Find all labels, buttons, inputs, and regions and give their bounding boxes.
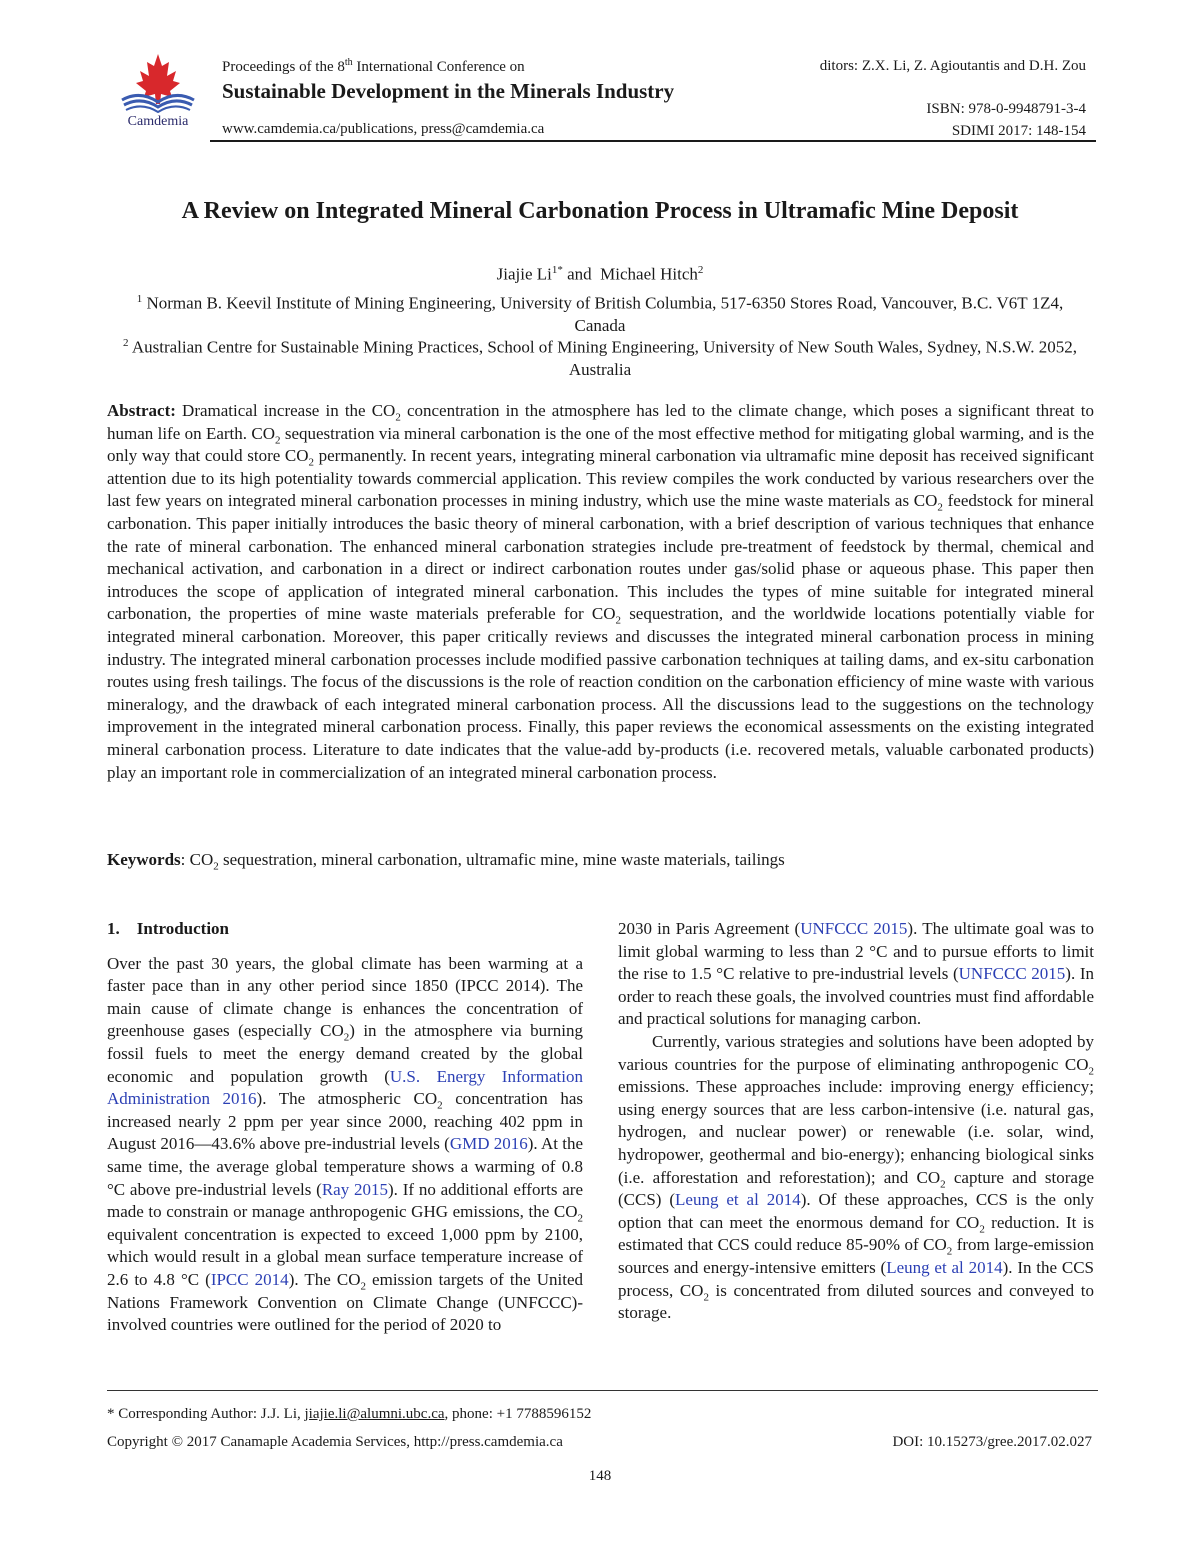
body-text: equivalent concentration is expected to exceed 1,000 ppm by 2100, which would result in a global mean surface temperature increase of 2.6 to 4.8 °C ( — [107, 1224, 583, 1289]
corresponding-author — [107, 1406, 591, 1423]
subscript: 2 — [703, 1290, 709, 1303]
logo-text: Camdemia — [127, 114, 189, 129]
affiliation-2-text: Australian Centre for Sustainable Mining Practices, School of Mining Engineering, University of New South Wales, Sydney, N.S.W. 2052, Australia — [128, 337, 1077, 379]
body-text: Over the past 30 years, the global climate has been warming at a faster pace than in any other period since 1850 (IPCC 2014). The main cause of climate change is enhances the concentration of greenhouse gases (especially CO — [107, 953, 583, 1041]
affiliation-2 — [120, 332, 1080, 381]
body-text: capture and storage (CCS) ( — [618, 1167, 1094, 1210]
author-2: Michael Hitch — [600, 264, 698, 284]
keywords-label: Keywords — [107, 850, 181, 869]
affiliation-2-sup: 2 — [123, 337, 129, 349]
affiliation-1-text: Norman B. Keevil Institute of Mining Engineering, University of British Columbia, 517-6350 Stores Road, Vancouver, B.C. V6T 1Z4, Canada — [142, 293, 1064, 335]
author-2-sup: 2 — [697, 264, 704, 276]
citation-link[interactable]: U.S. Energy Information Administration 2016 — [107, 1066, 583, 1109]
isbn: ISBN: 978-0-9948791-3-4 — [926, 101, 1086, 117]
abstract-text: concentration in the atmosphere has led to the climate change, which poses a significant threat to human life on Earth. CO — [107, 401, 1094, 443]
body-text: ). In the CCS process, CO — [618, 1257, 1094, 1300]
citation-link[interactable]: UNFCCC 2015 — [958, 964, 1066, 984]
subscript: 2 — [360, 1280, 366, 1293]
subscript: 2 — [937, 501, 943, 514]
maple-leaf-book-icon — [112, 50, 204, 116]
abstract-text: sequestration, and the worldwide locations potentially viable for integrated mineral carbonation. Moreover, this paper critically reviews and discusses the integrated mineral carbonation process in mining industry. The integrated mineral carbonation processes include modified passive carbonation techniques at tailing dams, and ex-situ carbonation routes using fresh tailings. The focus of the discussions is the role of reaction condition on the carbonation efficiency of mine waste with various mineralogy, and the drawback of each integrated mineral carbonation process. All the discussions lead to the suggestions on the technology improvement in the integrated mineral carbonation process. Finally, this paper reviews the economical assessments on the existing integrated mineral carbonation process. Literature to date indicates that the value-add by-products (i.e. recovered metals, valuable carbonated products) play an important role in commercialization of an integrated mineral carbonation process. — [107, 604, 1094, 782]
doi: DOI: 10.15273/gree.2017.02.027 — [892, 1434, 1092, 1450]
body-text: ). The atmospheric CO — [256, 1089, 438, 1109]
citation-link[interactable]: Leung et al 2014 — [675, 1190, 801, 1210]
right-column — [618, 918, 1094, 1325]
citation-link[interactable]: Leung et al 2014 — [886, 1257, 1003, 1277]
body-text: ). The CO — [288, 1269, 361, 1289]
proceedings-sup: th — [344, 57, 353, 68]
subscript: 2 — [577, 1212, 583, 1225]
camdemia-logo — [112, 50, 204, 136]
body-text: ). The ultimate goal was to limit global warming to less than 2 °C and to pursue efforts to limit the rise to 1.5 °C relative to pre-industrial levels ( — [618, 919, 1095, 984]
abstract-text: feedstock for mineral carbonation. This paper initially introduces the basic theory of mineral carbonation, with a brief description of various techniques that enhance the rate of mineral carbonation. The enhanced mineral carbonation strategies include pre-treatment of feedstock by thermal, chemical and mechanical activation, and carbonation in a direct or indirect carbonation routes under gas/solid phase or aqueous phase. This paper then introduces the scope of application of integrated mineral carbonation. This includes the types of mine suitable for integrated mineral carbonation, the properties of mine waste materials preferable for CO — [107, 491, 1094, 624]
body-text: 2030 in Paris Agreement ( — [618, 919, 801, 938]
page-header — [0, 0, 1200, 150]
author-1-sup: 1* — [551, 264, 563, 276]
body-text: concentration has increased nearly 2 ppm per year since 2000, reaching 402 ppm in August 2016—43.6% above pre-industrial levels ( — [107, 1089, 583, 1154]
abstract — [107, 400, 1094, 784]
body-text: emission targets of the United Nations Framework Convention on Climate Change (UNFCCC)-involved countries were outlined for the period of 2020 to — [107, 1269, 583, 1335]
body-text: ). At the same time, the average global temperature shows a warming of 0.8 °C above pre-industrial levels ( — [107, 1134, 584, 1199]
citation-link[interactable]: IPCC 2014 — [210, 1269, 289, 1289]
author-joiner: and — [562, 264, 601, 284]
body-text: Currently, various strategies and solutions have been adopted by various countries for the purpose of eliminating anthropogenic CO — [618, 1031, 1094, 1074]
proceedings-block — [222, 58, 674, 104]
proceedings-prefix: Proceedings of the 8 — [222, 59, 345, 75]
keywords-text: : CO — [180, 850, 214, 869]
subscript: 2 — [1088, 1064, 1094, 1077]
subscript: 2 — [395, 411, 401, 424]
subscript: 2 — [979, 1223, 985, 1236]
footer-divider — [107, 1390, 1098, 1391]
author-1: Jiajie Li — [496, 264, 552, 284]
corresponding-suffix: , phone: +1 7788596152 — [444, 1406, 592, 1422]
copyright: Copyright © 2017 Canamaple Academia Services, http://press.camdemia.ca — [107, 1434, 563, 1450]
sdimi-pages: SDIMI 2017: 148-154 — [951, 123, 1086, 139]
body-text: emissions. These approaches include: improving energy efficiency; using energy sources that are less carbon-intensive (i.e. natural gas, hydrogen, and nuclear power) or renewable (i.e. solar, wind, hydropower, geothermal and bio-energy); enhancing biological sinks (i.e. afforestation and reforestation); and CO — [618, 1077, 1094, 1187]
corresponding-prefix: * Corresponding Author: J.J. Li, — [107, 1406, 305, 1422]
abstract-text: Dramatical increase in the CO — [175, 401, 396, 420]
author-line — [0, 264, 1200, 285]
affiliation-1-sup: 1 — [136, 293, 143, 305]
body-text: ). In order to reach these goals, the involved countries must find affordable and practical solutions for managing carbon. — [618, 964, 1095, 1029]
abstract-text: permanently. In recent years, integrating mineral carbonation via ultramafic mine deposit has received significant attention due to its high potentiality towards commercial application. This review compiles the work conducted by various researchers over the last few years on integrated mineral carbonation processes in mining industry, which use the mine waste materials as CO — [107, 446, 1095, 511]
subscript: 2 — [213, 860, 219, 873]
paper-title: A Review on Integrated Mineral Carbonation Process in Ultramafic Mine Deposit — [181, 198, 1019, 224]
right-paragraph-1 — [618, 918, 1094, 1031]
page-number: 148 — [588, 1468, 612, 1484]
keywords-text: sequestration, mineral carbonation, ultramafic mine, mine waste materials, tailings — [218, 850, 785, 869]
subscript: 2 — [615, 614, 621, 627]
abstract-label: Abstract: — [107, 401, 176, 420]
body-text: from large-emission sources and energy-intensive emitters ( — [618, 1235, 1094, 1277]
header-divider — [210, 140, 1096, 142]
subscript: 2 — [946, 1245, 953, 1258]
subscript: 2 — [343, 1031, 350, 1044]
citation-link[interactable]: Ray 2015 — [321, 1179, 388, 1199]
isbn-block — [926, 98, 1086, 142]
affiliation-1 — [120, 288, 1080, 337]
subscript: 2 — [437, 1099, 443, 1112]
subscript: 2 — [308, 456, 315, 469]
right-paragraph-2 — [618, 1031, 1094, 1325]
subscript: 2 — [940, 1177, 946, 1190]
left-column — [107, 918, 583, 1337]
section-heading-introduction: 1. Introduction — [107, 919, 230, 938]
proceedings-line — [222, 58, 674, 76]
citation-link[interactable]: GMD 2016 — [449, 1134, 528, 1154]
subscript: 2 — [274, 433, 281, 446]
body-text: ) in the atmosphere via burning fossil fuels to meet the energy demand created by the global economic and population growth ( — [107, 1021, 583, 1086]
abstract-text: sequestration via mineral carbonation is the one of the most effective method for mitigating global warming, and is the only way that could store CO — [107, 423, 1094, 466]
email-link[interactable]: jiajie.li@alumni.ubc.ca — [304, 1406, 445, 1422]
proceedings-suffix: International Conference on — [352, 59, 525, 75]
body-text: is concentrated from diluted sources and conveyed to storage. — [618, 1280, 1094, 1323]
body-text: ). Of these approaches, CCS is the only option that can meet the enormous demand for CO — [618, 1190, 1095, 1232]
editors-line: ditors: Z.X. Li, Z. Agioutantis and D.H. Zou — [819, 58, 1086, 74]
body-text: reduction. It is estimated that CCS could reduce 85-90% of CO — [618, 1212, 1095, 1255]
intro-paragraph — [107, 953, 583, 1337]
citation-link[interactable]: UNFCCC 2015 — [800, 919, 908, 938]
body-text: ). If no additional efforts are made to constrain or manage anthropogenic GHG emissions, the CO — [107, 1179, 584, 1222]
conference-title: Sustainable Development in the Minerals Industry — [222, 79, 675, 103]
keywords — [107, 850, 1094, 873]
publisher-url: www.camdemia.ca/publications, press@camdemia.ca — [222, 121, 545, 137]
